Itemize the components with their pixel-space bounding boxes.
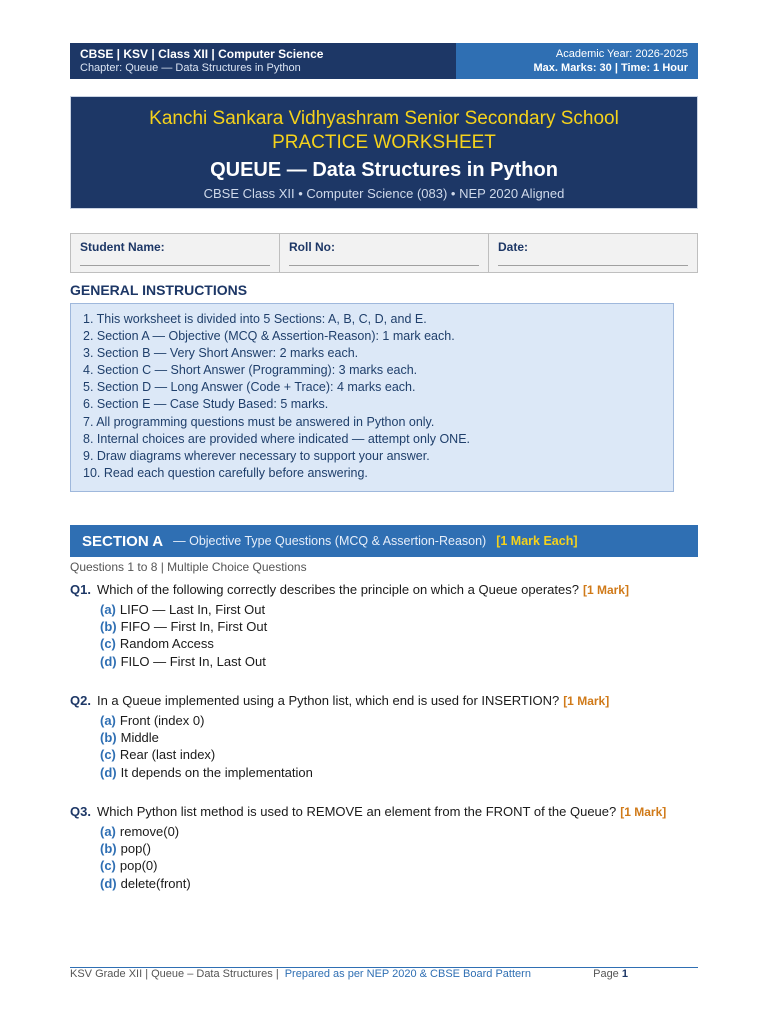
question-mark: [1 Mark] [563,694,610,708]
topic-title: QUEUE — Data Structures in Python [210,159,558,181]
option-c[interactable] [100,857,698,874]
instruction-item: 8. Internal choices are provided where indicated — attempt only ONE. [83,431,471,446]
instruction-item: 5. Section D — Long Answer (Code + Trace): 4 marks each. [83,380,416,395]
page-footer [70,968,698,980]
option-a[interactable] [100,712,698,729]
student-name-field[interactable] [71,234,280,272]
option-d[interactable] [100,653,698,670]
question-mark: [1 Mark] [620,805,667,819]
option-text: Middle [120,730,159,746]
footer-page [593,968,628,980]
option-a[interactable] [100,823,698,840]
instruction-item: 9. Draw diagrams wherever necessary to support your answer. [83,448,430,463]
roll-no-field[interactable] [280,234,489,272]
page-number: 1 [621,968,628,980]
option-c[interactable] [100,746,698,763]
option-text: delete(front) [120,875,191,891]
option-text: pop(0) [119,858,158,874]
option-label: (c) [100,747,116,763]
student-name-label: Student Name: [80,240,165,254]
option-text: LIFO — Last In, First Out [119,602,266,617]
header-academic-year: Academic Year: 2026-2025 [555,48,688,60]
footer-left: KSV Grade XII | Queue – Data Structures | [70,968,279,980]
option-d[interactable] [100,764,698,781]
header-marks-time: Max. Marks: 30 | Time: 1 Hour [533,62,688,74]
option-text: It depends on the implementation [120,764,313,780]
option-label: (a) [100,713,116,728]
question-text: Which of the following correctly describes the principle on which a Queue operates? [96,582,579,597]
option-label: (b) [100,619,117,635]
section-a-title: SECTION A [82,532,164,550]
instructions-heading: GENERAL INSTRUCTIONS [70,282,248,298]
option-text: pop() [120,841,151,857]
options-list [100,712,698,781]
instructions-list [70,303,674,492]
roll-no-label: Roll No: [289,240,335,254]
option-label: (c) [100,636,116,652]
student-name-line [80,265,270,266]
option-b[interactable] [100,729,698,746]
section-a-header [70,525,698,557]
instruction-item: 7. All programming questions must be answered in Python only. [83,414,435,429]
option-b[interactable] [100,840,698,857]
option-text: FILO — First In, Last Out [120,653,266,669]
student-info [70,233,698,273]
option-text: remove(0) [119,824,180,839]
instruction-item: 1. This worksheet is divided into 5 Sections: A, B, C, D, and E. [83,312,427,326]
question-3 [70,804,698,892]
question-stem [70,582,698,598]
question-number: Q2. [70,693,91,708]
option-text: FIFO — First In, First Out [120,619,268,635]
subtitle: CBSE Class XII • Computer Science (083) • NEP 2020 Aligned [203,186,565,201]
options-list [100,601,698,670]
roll-no-line [289,265,479,266]
option-label: (d) [100,764,117,780]
date-line [498,265,688,266]
question-2 [70,693,698,781]
question-stem [70,693,698,709]
option-text: Front (index 0) [119,713,205,728]
question-mark: [1 Mark] [582,583,629,597]
section-a-marks: [1 Mark Each] [496,534,578,548]
date-field[interactable] [489,234,697,272]
section-a-desc: — Objective Type Questions (MCQ & Assertion-Reason) [173,534,487,548]
option-label: (a) [100,602,116,617]
question-1 [70,582,698,670]
worksheet-title: PRACTICE WORKSHEET [272,132,496,153]
instruction-item: 10. Read each question carefully before answering. [83,465,368,480]
option-c[interactable] [100,635,698,652]
question-number: Q3. [70,804,91,819]
section-a-note: Questions 1 to 8 | Multiple Choice Questions [70,560,307,574]
option-label: (d) [100,875,117,891]
options-list [100,823,698,892]
school-name: Kanchi Sankara Vidhyashram Senior Secondary School [149,108,619,129]
instruction-item: 3. Section B — Very Short Answer: 2 marks each. [83,346,359,361]
option-text: Random Access [119,636,214,652]
instruction-item: 4. Section C — Short Answer (Programming): 3 marks each. [83,363,418,378]
question-text: In a Queue implemented using a Python list, which end is used for INSERTION? [96,693,560,708]
question-number: Q1. [70,582,91,597]
option-d[interactable] [100,875,698,892]
question-text: Which Python list method is used to REMOVE an element from the FRONT of the Queue? [96,804,617,819]
header-right [456,43,698,79]
option-label: (d) [100,653,117,669]
option-b[interactable] [100,618,698,635]
date-label: Date: [498,240,529,254]
instruction-item: 2. Section A — Objective (MCQ & Assertion-Reason): 1 mark each. [83,329,455,344]
footer-nep: Prepared as per NEP 2020 & CBSE Board Pattern [284,968,531,980]
title-banner [70,96,698,209]
option-label: (c) [100,858,116,874]
header-left [70,43,456,79]
question-stem [70,804,698,820]
option-label: (a) [100,824,116,839]
header-bar [70,43,698,79]
page-label: Page [593,968,619,980]
option-label: (b) [100,730,117,746]
header-course: CBSE | KSV | Class XII | Computer Science [80,47,324,61]
option-a[interactable] [100,601,698,618]
header-chapter: Chapter: Queue — Data Structures in Python [80,62,301,74]
instruction-item: 6. Section E — Case Study Based: 5 marks. [83,397,329,412]
option-label: (b) [100,841,117,857]
option-text: Rear (last index) [119,747,216,763]
